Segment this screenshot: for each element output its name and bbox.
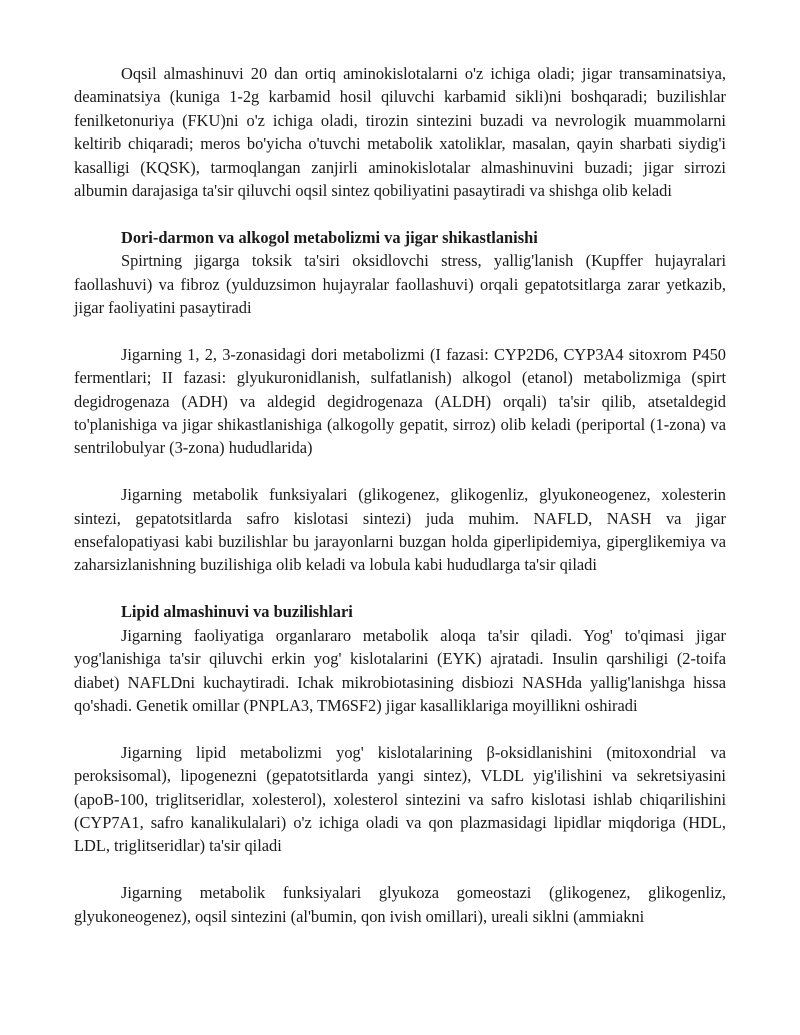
paragraph-interorgan-communication: Jigarning faoliyatiga organlararo metabolik aloqa ta'sir qiladi. Yog' to'qimasi jigar yog'lanishiga ta'sir qiluvchi erkin yog' kislotalarini (EYK) ajratadi. Insulin qarshiligi (2-toifa diabet) NAFLDni kuchaytiradi. Ichak mikrobiotasining disbiozi NASHda yallig'lanishga hissa qo'shadi. Genetik omillar (PNPLA3, TM6SF2) jigar kasalliklariga moyillikni oshiradi — [74, 625, 726, 715]
paragraph-spacer — [74, 858, 726, 881]
paragraph-spacer — [74, 319, 726, 342]
paragraph-spacer — [74, 717, 726, 740]
paragraph-cutoff-wrapper — [74, 881, 726, 928]
paragraph-drug-metabolism-zones: Jigarning 1, 2, 3-zonasidagi dori metabolizmi (I fazasi: CYP2D6, CYP3A4 sitoxrom P450 fermentlari; II fazasi: glyukuronidlanish, sulfatlanish) alkogol (etanol) metabolizmiga (spirt degidrogenaza (ADH) va aldegid degidrogenaza (ALDH) orqali) ta'sir qilib, atsetaldegid to'planishiga va jigar shikastlanishiga (alkogolly gepatit, sirroz) olib keladi (periportal (1-zona) va sentrilobulyar (3-zona) hududlarida) — [74, 344, 726, 458]
section-heading-drug-alcohol: Dori-darmon va alkogol metabolizmi va jigar shikastlanishi — [121, 227, 538, 247]
paragraph-protein-metabolism: Oqsil almashinuvi 20 dan ortiq aminokislotalarni o'z ichiga oladi; jigar transaminatsiya, deaminatsiya (kuniga 1-2g karbamid hosil qiluvchi karbamid sikli)ni boshqaradi; buzilishlar fenilketonuriya (FKU)ni o'z ichiga oladi, tirozin sintezini buzadi va nevrologik muammolarni keltirib chiqaradi; meros bo'yicha o'tuvchi metabolik xatoliklar, masalan, qayin sharbati siydig'i kasalligi (KQSK), tarmoqlangan zanjirli aminokislotalar almashinuvini buzadi; jigar sirrozi albumin darajasiga ta'sir qiluvchi oqsil sintez qobiliyatini pasaytiradi va shishga olib keladi — [74, 64, 726, 201]
paragraph-alcohol-toxicity: Spirtning jigarga toksik ta'siri oksidlovchi stress, yallig'lanish (Kupffer hujayralari faollashuvi) va fibroz (yulduzsimon hujayralar faollashuvi) orqali gepatotsitlarga zarar yetkazib, jigar faoliyatini pasaytiradi — [74, 251, 726, 318]
paragraph-lipid-metabolism: Jigarning lipid metabolizmi yog' kislotalarining β-oksidlanishini (mitoxondrial va peroksisomal), lipogenezni (gepatotsitlarda yangi sintez), VLDL yig'ilishini va sekretsiyasini (apoB-100, triglitseridlar, xolesterol), xolesterol sintezini va safro kislotasi ishlab chiqarilishini (CYP7A1, safro kanalikulalari) o'z ichiga oladi va qon plazmasidagi lipidlar miqdoriga (HDL, LDL, triglitseridlar) ta'sir qiladi — [74, 742, 726, 856]
paragraph-metabolic-functions: Jigarning metabolik funksiyalari (glikogenez, glikogenliz, glyukoneogenez, xolesterin sintezi, gepatotsitlarda safro kislotasi sintezi) juda muhim. NAFLD, NASH va jigar ensefalopatiyasi kabi buzilishlar bu jarayonlarni buzgan holda giperlipidemiya, giperglikemiya va zaharsizlanishning buzilishiga olib keladi va lobula kabi hududlarga ta'sir qiladi — [74, 485, 726, 575]
section-heading-lipid: Lipid almashinuvi va buzilishlari — [121, 602, 353, 622]
paragraph-spacer — [74, 202, 726, 225]
paragraph-spacer — [74, 460, 726, 483]
document-page — [74, 62, 726, 928]
paragraph-glucose-homeostasis: Jigarning metabolik funksiyalari glyukoza gomeostazi (glikogenez, glikogenliz, glyukoneogenez), oqsil sintezini (al'bumin, qon ivish omillari), ureali siklni (ammiakni — [74, 883, 726, 926]
paragraph-spacer — [74, 577, 726, 600]
